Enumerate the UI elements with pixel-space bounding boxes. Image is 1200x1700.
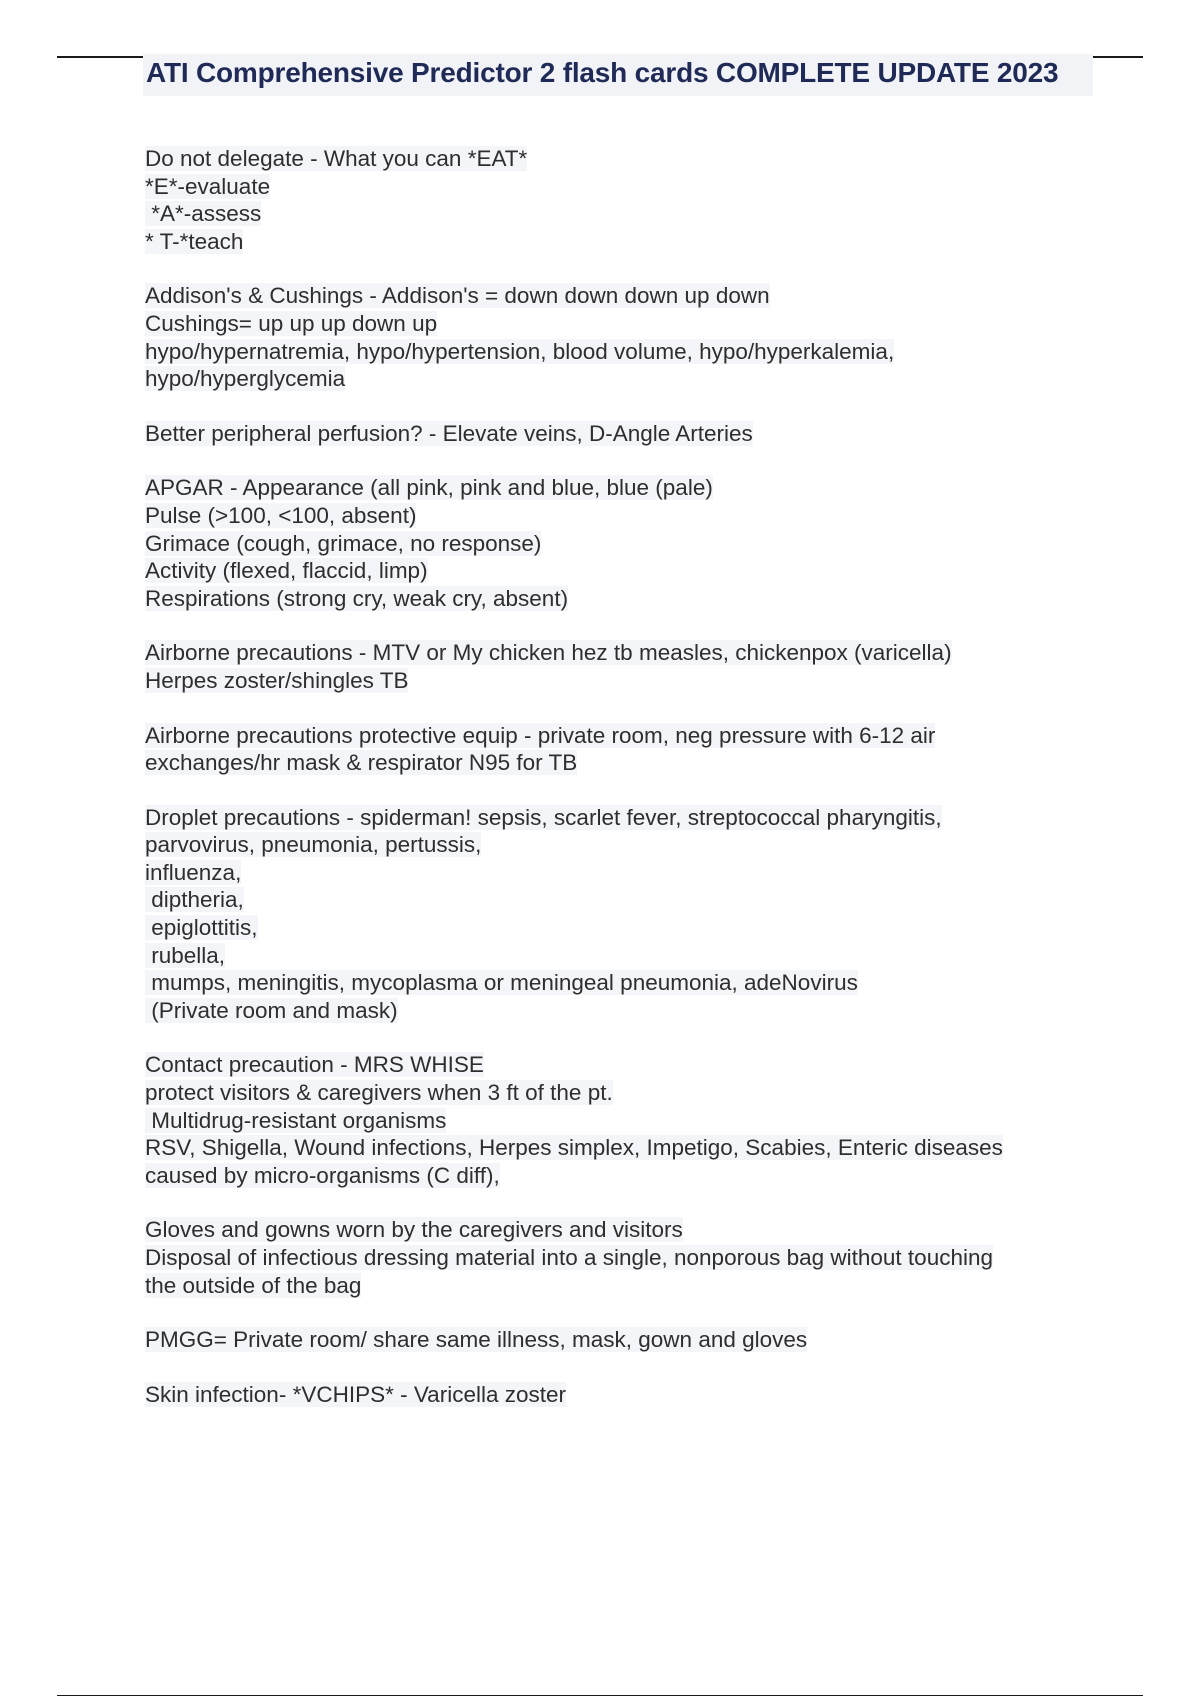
flashcard-text: Gloves and gowns worn by the caregivers and visitors bbox=[145, 1217, 683, 1243]
flashcard-line bbox=[145, 338, 1105, 366]
flashcard-line bbox=[145, 1216, 1105, 1244]
flashcard bbox=[145, 420, 1105, 448]
flashcard bbox=[145, 639, 1105, 694]
header-rule-left bbox=[57, 56, 143, 58]
flashcard-line bbox=[145, 1079, 1105, 1107]
flashcard-text: RSV, Shigella, Wound infections, Herpes simplex, Impetigo, Scabies, Enteric diseases bbox=[145, 1135, 1003, 1161]
flashcard bbox=[145, 804, 1105, 1025]
flashcard-line bbox=[145, 310, 1105, 338]
flashcard-line bbox=[145, 145, 1105, 173]
flashcard-line bbox=[145, 1272, 1105, 1300]
flashcard-text: epiglottitis, bbox=[145, 915, 258, 941]
flashcard-text: protect visitors & caregivers when 3 ft of the pt. bbox=[145, 1080, 613, 1106]
flashcard-text: hypo/hypernatremia, hypo/hypertension, blood volume, hypo/hyperkalemia, bbox=[145, 338, 895, 364]
header-rule-right bbox=[1093, 56, 1143, 58]
flashcard-text: Do not delegate - What you can *EAT* bbox=[145, 146, 528, 171]
document-title: ATI Comprehensive Predictor 2 flash cards COMPLETE UPDATE 2023 bbox=[146, 57, 1059, 88]
flashcard-line bbox=[145, 365, 1105, 393]
flashcard-text: Disposal of infectious dressing material into a single, nonporous bag without touching bbox=[145, 1245, 994, 1270]
flashcard-text: caused by micro-organisms (C diff), bbox=[145, 1162, 500, 1188]
flashcard-text: *A*-assess bbox=[145, 201, 262, 227]
flashcard-line bbox=[145, 859, 1105, 887]
flashcard-text: PMGG= Private room/ share same illness, mask, gown and gloves bbox=[145, 1327, 808, 1353]
flashcard-text: the outside of the bag bbox=[145, 1272, 362, 1298]
flashcard-line bbox=[145, 749, 1105, 777]
flashcard-text: rubella, bbox=[145, 942, 226, 968]
flashcard-text: hypo/hyperglycemia bbox=[145, 366, 346, 392]
flashcard-text: Respirations (strong cry, weak cry, absent) bbox=[145, 585, 569, 611]
flashcard bbox=[145, 1051, 1105, 1189]
flashcard bbox=[145, 722, 1105, 777]
flashcard-line bbox=[145, 639, 1105, 667]
flashcard-text: Addison's & Cushings - Addison's = down down down up down bbox=[145, 283, 770, 309]
flashcard-line bbox=[145, 585, 1105, 613]
flashcard-text: Herpes zoster/shingles TB bbox=[145, 667, 409, 693]
flashcard-line bbox=[145, 1244, 1105, 1272]
flashcard-line bbox=[145, 557, 1105, 585]
flashcard-text: parvovirus, pneumonia, pertussis, bbox=[145, 832, 482, 858]
flashcard-line bbox=[145, 173, 1105, 201]
flashcard-line bbox=[145, 228, 1105, 256]
flashcard-text: Droplet precautions - spiderman! sepsis, scarlet fever, streptococcal pharyngitis, bbox=[145, 804, 942, 830]
flashcard-text: influenza, bbox=[145, 859, 242, 885]
flashcard-line bbox=[145, 1381, 1105, 1409]
flashcard-text: Skin infection- *VCHIPS* - Varicella zoster bbox=[145, 1381, 566, 1407]
flashcard-text: Cushings= up up up down up bbox=[145, 310, 438, 336]
flashcard bbox=[145, 1216, 1105, 1299]
flashcard bbox=[145, 1381, 1105, 1409]
flashcard-line bbox=[145, 502, 1105, 530]
flashcard-list bbox=[145, 145, 1105, 1435]
flashcard-line bbox=[145, 969, 1105, 997]
flashcard-line bbox=[145, 831, 1105, 859]
flashcard-line bbox=[145, 420, 1105, 448]
flashcard-text: Grimace (cough, grimace, no response) bbox=[145, 530, 542, 556]
flashcard-text: APGAR - Appearance (all pink, pink and blue, blue (pale) bbox=[145, 475, 713, 501]
flashcard-line bbox=[145, 667, 1105, 695]
flashcard bbox=[145, 145, 1105, 255]
flashcard-line bbox=[145, 914, 1105, 942]
flashcard-text: *E*-evaluate bbox=[145, 173, 271, 199]
flashcard-text: Activity (flexed, flaccid, limp) bbox=[145, 558, 428, 584]
flashcard-text: mumps, meningitis, mycoplasma or meningeal pneumonia, adeNovirus bbox=[145, 970, 858, 996]
flashcard-text: Pulse (>100, <100, absent) bbox=[145, 502, 417, 528]
flashcard-text: diptheria, bbox=[145, 887, 244, 913]
flashcard bbox=[145, 282, 1105, 392]
flashcard-text: Airborne precautions - MTV or My chicken hez tb measles, chickenpox (varicella) bbox=[145, 640, 952, 666]
flashcard-line bbox=[145, 1107, 1105, 1135]
flashcard bbox=[145, 1326, 1105, 1354]
flashcard-line bbox=[145, 722, 1105, 750]
flashcard-text: * T-*teach bbox=[145, 228, 244, 254]
footer-rule bbox=[57, 1695, 1143, 1696]
flashcard-line bbox=[145, 942, 1105, 970]
flashcard-line bbox=[145, 1162, 1105, 1190]
flashcard bbox=[145, 474, 1105, 612]
flashcard-text: Airborne precautions protective equip - private room, neg pressure with 6-12 air bbox=[145, 722, 936, 748]
flashcard-text: (Private room and mask) bbox=[145, 997, 398, 1023]
flashcard-line bbox=[145, 1326, 1105, 1354]
flashcard-line bbox=[145, 997, 1105, 1025]
flashcard-text: Multidrug-resistant organisms bbox=[145, 1107, 447, 1133]
flashcard-text: Better peripheral perfusion? - Elevate veins, D-Angle Arteries bbox=[145, 420, 753, 446]
flashcard-line bbox=[145, 1051, 1105, 1079]
flashcard-line bbox=[145, 886, 1105, 914]
flashcard-line bbox=[145, 200, 1105, 228]
flashcard-line bbox=[145, 530, 1105, 558]
flashcard-text: Contact precaution - MRS WHISE bbox=[145, 1052, 484, 1078]
flashcard-line bbox=[145, 282, 1105, 310]
flashcard-line bbox=[145, 1134, 1105, 1162]
flashcard-line bbox=[145, 474, 1105, 502]
flashcard-text: exchanges/hr mask & respirator N95 for TB bbox=[145, 750, 578, 776]
flashcard-line bbox=[145, 804, 1105, 832]
